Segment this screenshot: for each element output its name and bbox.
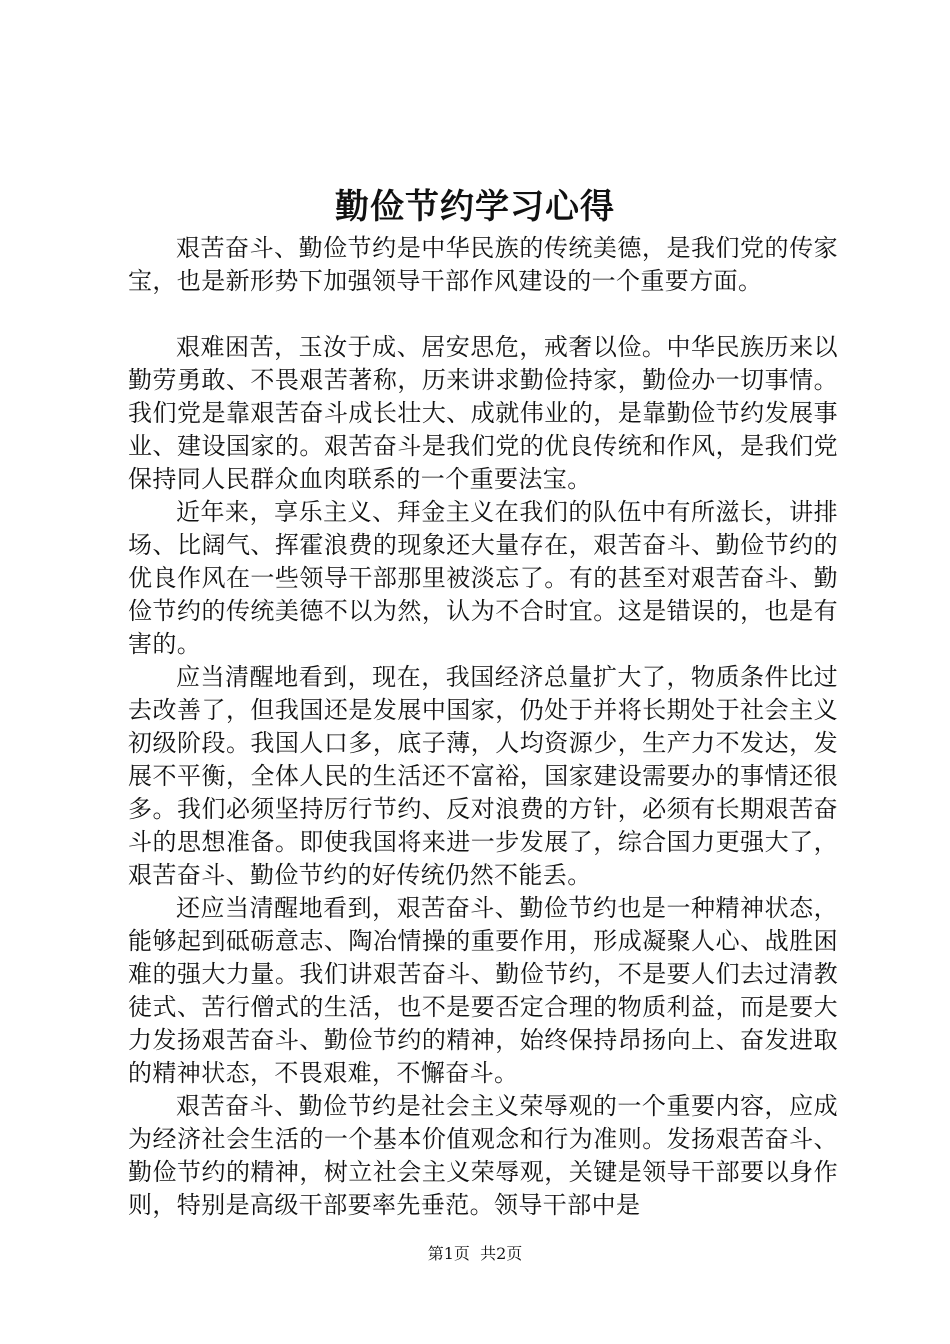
paragraph-1: 艰苦奋斗、勤俭节约是中华民族的传统美德，是我们党的传家宝，也是新形势下加强领导干部作风建设的一个重要方面。 — [128, 234, 838, 295]
paragraph-6: 艰苦奋斗、勤俭节约是社会主义荣辱观的一个重要内容，应成为经济社会生活的一个基本价值观念和行为准则。发扬艰苦奋斗、勤俭节约的精神，树立社会主义荣辱观，关键是领导干部要以身作则，特别是高级干部要率先垂范。领导干部中是 — [128, 1092, 838, 1219]
paragraph-2: 艰难困苦，玉汝于成、居安思危，戒奢以俭。中华民族历来以勤劳勇敢、不畏艰苦著称，历来讲求勤俭持家，勤俭办一切事情。我们党是靠艰苦奋斗成长壮大、成就伟业的，是靠勤俭节约发展事业、建设国家的。艰苦奋斗是我们党的优良传统和作风，是我们党保持同人民群众血肉联系的一个重要法宝。 — [128, 333, 838, 493]
paragraph-4: 应当清醒地看到，现在，我国经济总量扩大了，物质条件比过去改善了，但我国还是发展中国家，仍处于并将长期处于社会主义初级阶段。我国人口多，底子薄，人均资源少，生产力不发达，发展不平衡，全体人民的生活还不富裕，国家建设需要办的事情还很多。我们必须坚持厉行节约、反对浪费的方针，必须有长期艰苦奋斗的思想准备。即使我国将来进一步发展了，综合国力更强大了，艰苦奋斗、勤俭节约的好传统仍然不能丢。 — [128, 663, 838, 889]
page-footer: 第1页 共2页 — [427, 1244, 523, 1263]
paragraph-5: 还应当清醒地看到，艰苦奋斗、勤俭节约也是一种精神状态，能够起到砥砺意志、陶冶情操的重要作用，形成凝聚人心、战胜困难的强大力量。我们讲艰苦奋斗、勤俭节约，不是要人们去过清教徒式、苦行僧式的生活，也不是要否定合理的物质利益，而是要大力发扬艰苦奋斗、勤俭节约的精神，始终保持昂扬向上、奋发进取的精神状态，不畏艰难，不懈奋斗。 — [128, 894, 838, 1087]
paragraph-3: 近年来，享乐主义、拜金主义在我们的队伍中有所滋长，讲排场、比阔气、挥霍浪费的现象还大量存在，艰苦奋斗、勤俭节约的优良作风在一些领导干部那里被淡忘了。有的甚至对艰苦奋斗、勤俭节约的传统美德不以为然，认为不合时宜。这是错误的，也是有害的。 — [128, 498, 838, 658]
document-body — [128, 232, 838, 1222]
document-title: 勤俭节约学习心得 — [335, 187, 615, 227]
